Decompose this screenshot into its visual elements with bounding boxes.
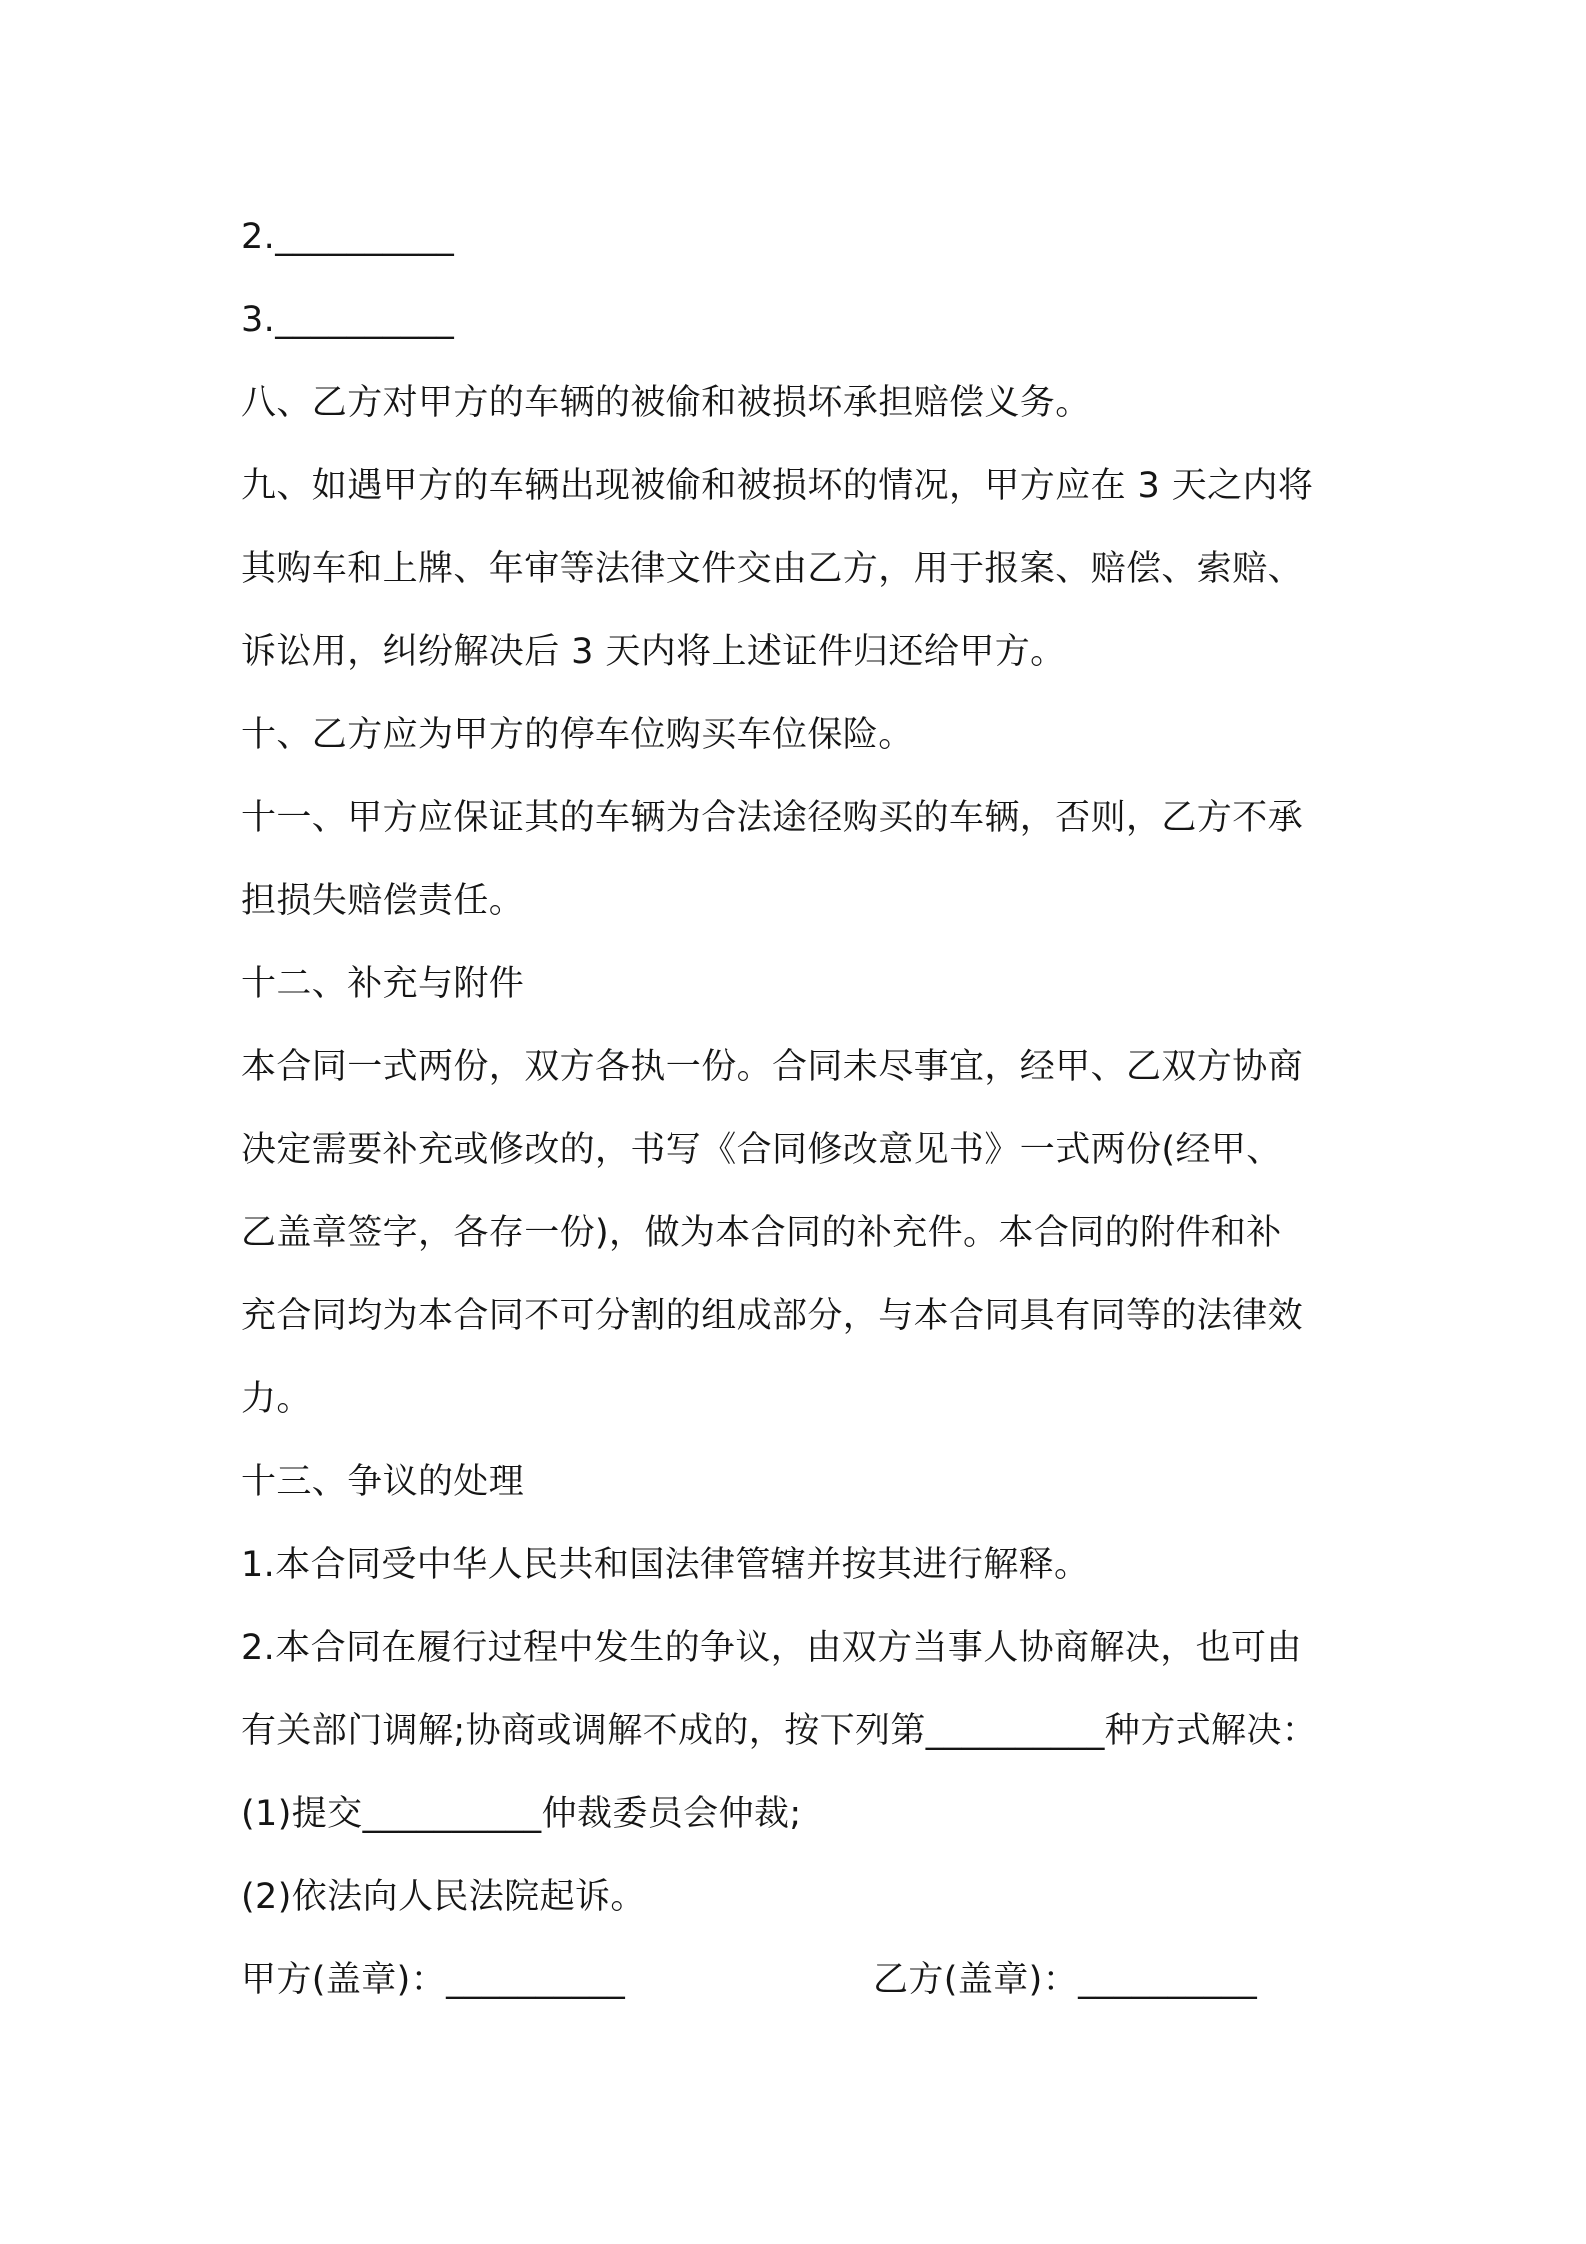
clause-12-line-5: 力。 — [241, 1379, 312, 1419]
clause-12-line-1: 本合同一式两份，双方各执一份。合同未尽事宜，经甲、乙双方协商 — [241, 1047, 1304, 1087]
clause-13-item-2-line-2: 有关部门调解;协商或调解不成的，按下列第__________种方式解决： — [241, 1711, 1318, 1751]
clause-12-line-3: 乙盖章签字，各存一份)，做为本合同的补充件。本合同的附件和补 — [241, 1213, 1282, 1253]
arbitration-option: (1)提交__________仲裁委员会仲裁; — [241, 1794, 802, 1834]
clause-12-heading: 十二、补充与附件 — [241, 964, 525, 1004]
clause-9-line-1: 九、如遇甲方的车辆出现被偷和被损坏的情况，甲方应在 3 天之内将 — [241, 466, 1314, 506]
clause-9-line-3: 诉讼用，纠纷解决后 3 天内将上述证件归还给甲方。 — [241, 632, 1066, 672]
signature-row — [241, 1948, 1361, 2031]
clause-11-line-1: 十一、甲方应保证其的车辆为合法途径购买的车辆，否则，乙方不承 — [241, 798, 1304, 838]
clause-12-line-2: 决定需要补充或修改的，书写《合同修改意见书》一式两份(经甲、 — [241, 1130, 1282, 1170]
blank-item-3: 3.__________ — [241, 300, 455, 340]
party-b-signature: 乙方(盖章)：__________ — [873, 1960, 1258, 2000]
clause-13-heading: 十三、争议的处理 — [241, 1462, 525, 1502]
litigation-option: (2)依法向人民法院起诉。 — [241, 1877, 646, 1917]
clause-10: 十、乙方应为甲方的停车位购买车位保险。 — [241, 715, 914, 755]
clause-13-item-1: 1.本合同受中华人民共和国法律管辖并按其进行解释。 — [241, 1545, 1090, 1585]
blank-item-2: 2.__________ — [241, 217, 455, 257]
clause-13-item-2-line-1: 2.本合同在履行过程中发生的争议，由双方当事人协商解决，也可由 — [241, 1628, 1302, 1668]
party-a-signature: 甲方(盖章)：__________ — [241, 1960, 626, 2000]
clause-11-line-2: 担损失赔偿责任。 — [241, 881, 525, 921]
contract-body — [241, 205, 1361, 2031]
clause-12-line-4: 充合同均为本合同不可分割的组成部分，与本合同具有同等的法律效 — [241, 1296, 1304, 1336]
clause-8: 八、乙方对甲方的车辆的被偷和被损坏承担赔偿义务。 — [241, 383, 1091, 423]
clause-9-line-2: 其购车和上牌、年审等法律文件交由乙方，用于报案、赔偿、索赔、 — [241, 549, 1304, 589]
